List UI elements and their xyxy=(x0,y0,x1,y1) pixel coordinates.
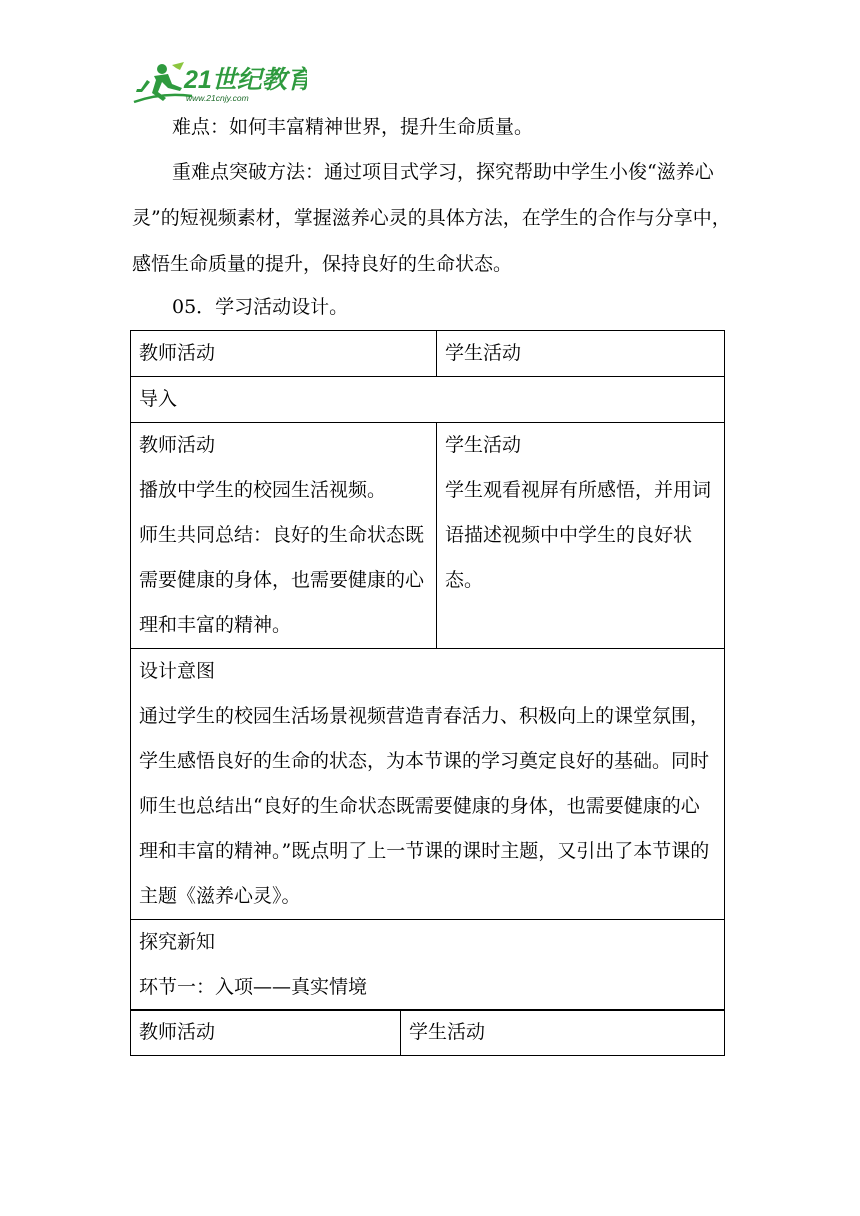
intro-student-text: 学生观看视屏有所感悟，并用词语描述视频中中学生的良好状态。 xyxy=(445,479,712,591)
intro-label: 导入 xyxy=(139,388,178,410)
explore-subtitle: 环节一：入项——真实情境 xyxy=(139,976,368,998)
logo-text: 21世纪教育 xyxy=(184,66,307,94)
method-paragraph: 重难点突破方法：通过项目式学习，探究帮助中学生小俊“滋养心灵”的短视频素材，掌握滋养心灵的具体方法，在学生的合作与分享中，感悟生命质量的提升，保持良好的生命状态。 xyxy=(132,161,731,275)
header-teacher-cell xyxy=(131,331,437,377)
site-logo xyxy=(132,62,307,104)
explore-title: 探究新知 xyxy=(139,931,216,953)
header-student-label-2: 学生活动 xyxy=(409,1021,486,1043)
design-intent-title: 设计意图 xyxy=(139,660,216,682)
intro-teacher-line: 播放中学生的校园生活视频。 xyxy=(139,479,387,501)
intro-student-title: 学生活动 xyxy=(445,434,522,456)
section-title: 05．学习活动设计。 xyxy=(172,296,349,318)
intro-teacher-line: 师生共同总结：良好的生命状态既需要健康的身体，也需要健康的心理和丰富的精神。 xyxy=(139,524,425,636)
logo-url-text: www.21cnjy.com xyxy=(186,93,249,103)
header-teacher-label-2: 教师活动 xyxy=(139,1021,216,1043)
design-intent-text: 通过学生的校园生活场景视频营造青春活力、积极向上的课堂氛围，学生感悟良好的生命的状态，为本节课的学习奠定良好的基础。同时师生也总结出“良好的生命状态既需要健康的身体，也需要健康的心理和丰富的精神。”既点明了上一节课的课时主题，又引出了本节课的主题《滋养心灵》。 xyxy=(139,705,710,907)
header-teacher-label: 教师活动 xyxy=(139,342,216,364)
intro-teacher-title: 教师活动 xyxy=(139,434,216,456)
activity-table xyxy=(130,330,725,1011)
design-intent-cell xyxy=(131,649,725,920)
header-student-cell-2 xyxy=(401,1010,725,1056)
difficulty-paragraph: 难点：如何丰富精神世界，提升生命质量。 xyxy=(172,116,534,138)
explore-cell xyxy=(131,920,725,1011)
header-student-label: 学生活动 xyxy=(445,342,522,364)
intro-row xyxy=(131,377,725,423)
intro-teacher-cell xyxy=(131,423,437,649)
activity-table-2 xyxy=(130,1009,725,1056)
header-student-cell xyxy=(437,331,725,377)
header-teacher-cell-2 xyxy=(131,1010,401,1056)
intro-student-cell xyxy=(437,423,725,649)
